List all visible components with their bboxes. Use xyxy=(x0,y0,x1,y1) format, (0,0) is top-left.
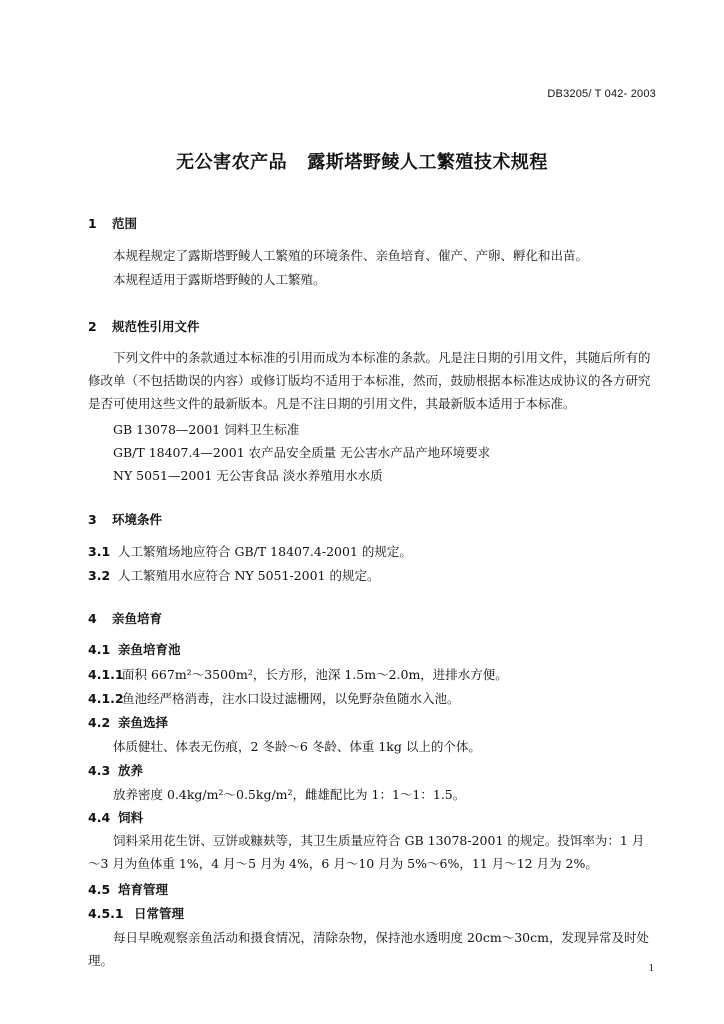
clause-3-2 xyxy=(88,566,379,584)
reference-item: GB 13078—2001 饲料卫生标准 xyxy=(113,422,300,437)
clause-number: 3.2 xyxy=(88,568,111,583)
section-number: 4 xyxy=(88,611,97,626)
subsection-4-4-text: 饲料采用花生饼、豆饼或糠麸等，其卫生质量应符合 GB 13078-2001 的规定。投饵率为：1 月～3 月为鱼体重 1%，4 月～5 月为 4%，6 月～10 月为 5%～6%，11 月～12 月为 2%。 xyxy=(88,833,645,871)
subsection-4-4-heading xyxy=(88,808,143,826)
clause-text: 人工繁殖场地应符合 GB/T 18407.4-2001 的规定。 xyxy=(118,544,412,559)
section-1-paragraph-1: 本规程规定了露斯塔野鲮人工繁殖的环境条件、亲鱼培育、催产、产卵、孵化和出苗。 xyxy=(113,248,589,263)
subsection-4-5-heading xyxy=(88,880,168,898)
section-3-heading xyxy=(88,510,162,528)
section-title: 环境条件 xyxy=(112,512,163,527)
section-title: 规范性引用文件 xyxy=(112,319,200,334)
clause-number: 4.5.1 xyxy=(88,906,124,921)
section-1-paragraph-2: 本规程适用于露斯塔野鲮的人工繁殖。 xyxy=(113,272,326,287)
clause-number: 4.1.1 xyxy=(88,667,124,682)
document-title: 无公害农产品 露斯塔野鲮人工繁殖技术规程 xyxy=(176,152,548,173)
clause-4-5-1-text: 每日早晚观察亲鱼活动和摄食情况，清除杂物，保持池水透明度 20cm～30cm，发现异常及时处理。 xyxy=(88,930,649,968)
clause-text: 鱼池经严格消毒，注水口设过滤栅网，以免野杂鱼随水入池。 xyxy=(122,691,460,706)
section-2-heading xyxy=(88,317,200,335)
clause-4-1-1 xyxy=(88,665,508,683)
clause-4-1-2 xyxy=(88,689,460,707)
clause-text: 人工繁殖用水应符合 NY 5051-2001 的规定。 xyxy=(118,568,380,583)
clause-number: 4.1.2 xyxy=(88,691,124,706)
subsection-title: 亲鱼选择 xyxy=(118,715,169,730)
subsection-number: 4.1 xyxy=(88,642,111,657)
subsection-title: 饲料 xyxy=(118,810,144,825)
section-title: 亲鱼培育 xyxy=(112,611,163,626)
subsection-title: 培育管理 xyxy=(118,882,169,897)
subsection-4-1-heading xyxy=(88,640,181,658)
subsection-number: 4.4 xyxy=(88,810,111,825)
clause-3-1 xyxy=(88,542,412,560)
section-number: 2 xyxy=(88,319,97,334)
subsection-4-3-text: 放养密度 0.4kg/m²～0.5kg/m²，雌雄配比为 1：1～1：1.5。 xyxy=(113,787,466,802)
section-title: 范围 xyxy=(112,216,138,231)
section-1-heading xyxy=(88,214,137,232)
subsection-title: 亲鱼培育池 xyxy=(118,642,181,657)
subsection-number: 4.3 xyxy=(88,763,111,778)
page-number: 1 xyxy=(648,962,654,974)
reference-item: GB/T 18407.4—2001 农产品安全质量 无公害水产品产地环境要求 xyxy=(113,445,491,460)
clause-4-5-1-heading xyxy=(88,904,184,922)
section-4-heading xyxy=(88,609,162,627)
subsection-4-2-text: 体质健壮、体表无伤痕，2 冬龄～6 冬龄、体重 1kg 以上的个体。 xyxy=(113,739,481,754)
clause-number: 3.1 xyxy=(88,544,111,559)
subsection-number: 4.2 xyxy=(88,715,111,730)
subsection-title: 放养 xyxy=(118,763,144,778)
subsection-4-2-heading xyxy=(88,713,168,731)
subsection-number: 4.5 xyxy=(88,882,111,897)
subsection-4-3-heading xyxy=(88,761,143,779)
section-number: 3 xyxy=(88,512,97,527)
reference-item: NY 5051—2001 无公害食品 淡水养殖用水水质 xyxy=(113,468,383,483)
section-number: 1 xyxy=(88,216,97,231)
standard-code: DB3205/ T 042- 2003 xyxy=(547,88,656,100)
clause-text: 面积 667m²～3500m²，长方形，池深 1.5m～2.0m，进排水方便。 xyxy=(122,667,508,682)
clause-title: 日常管理 xyxy=(134,906,185,921)
section-2-paragraph: 下列文件中的条款通过本标准的引用而成为本标准的条款。凡是注日期的引用文件，其随后所有的修改单（不包括勘误的内容）或修订版均不适用于本标准，然而，鼓励根据本标准达成协议的各方研究是否可使用这些文件的最新版本。凡是不注日期的引用文件，其最新版本适用于本标准。 xyxy=(88,350,651,411)
